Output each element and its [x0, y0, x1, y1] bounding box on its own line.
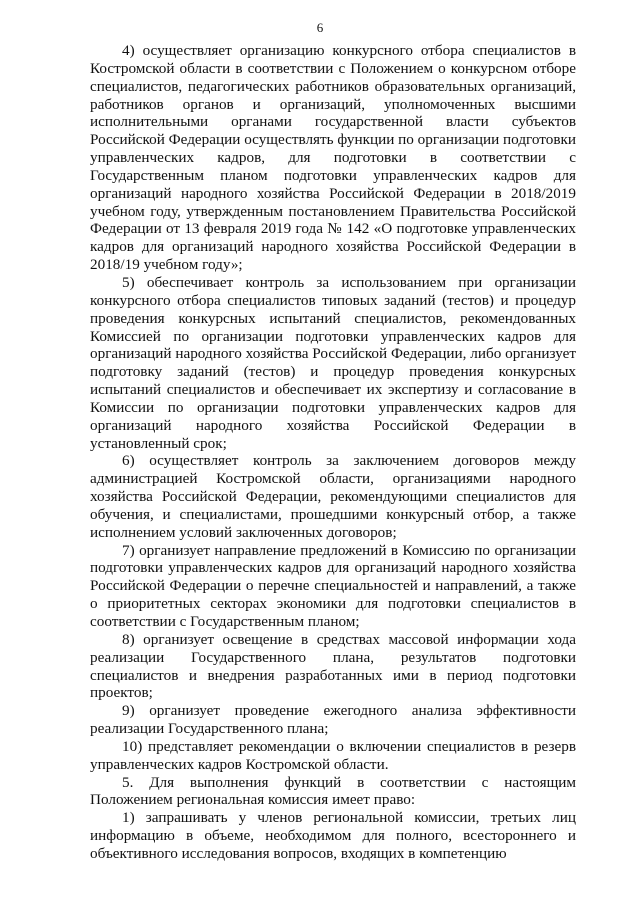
paragraph-right-1: 1) запрашивать у членов региональной комиссии, третьих лиц информацию в объеме, необходимом для полного, всестороннего и объективного исследования вопросов, входящих в компетенцию: [90, 809, 576, 862]
paragraph-item-10: 10) представляет рекомендации о включении специалистов в резерв управленческих кадров Костромской области.: [90, 737, 576, 773]
paragraph-item-6: 6) осуществляет контроль за заключением договоров между администрацией Костромской области, организациями народного хозяйства Российской Федерации, рекомендующими специалистов для обучения, и специалистами, прошедшими конкурсный отбор, а также исполнением условий заключенных договоров;: [90, 452, 576, 541]
paragraph-section-5: 5. Для выполнения функций в соответствии с настоящим Положением региональная комиссия имеет право:: [90, 773, 576, 809]
paragraph-item-5: 5) обеспечивает контроль за использованием при организации конкурсного отбора специалистов типовых заданий (тестов) и процедур проведения конкурсных испытаний специалистов, рекомендованных Комиссией по организации подготовки управленческих кадров для организаций народного хозяйства Российской Федерации, либо организует подготовку заданий (тестов) и процедур проведения конкурсных испытаний специалистов и обеспечивает их экспертизу и согласование в Комиссии по организации подготовки управленческих кадров для организаций народного хозяйства Российской Федерации в установленный срок;: [90, 273, 576, 452]
paragraph-item-4: 4) осуществляет организацию конкурсного отбора специалистов в Костромской области в соответствии с Положением о конкурсном отборе специалистов, педагогических работников образовательных организаций, работников органов и организаций, уполномоченных высшими исполнительными органами государственной власти субъектов Российской Федерации осуществлять функции по организации подготовки управленческих кадров, для подготовки в соответствии с Государственным планом подготовки управленческих кадров для организаций народного хозяйства Российской Федерации в 2018/2019 учебном году, утвержденным постановлением Правительства Российской Федерации от 13 февраля 2019 года № 142 «О подготовке управленческих кадров для организаций народного хозяйства Российской Федерации в 2018/19 учебном году»;: [90, 42, 576, 274]
paragraph-item-8: 8) организует освещение в средствах массовой информации хода реализации Государственного плана, результатов подготовки специалистов и внедрения разработанных ими в период подготовки проектов;: [90, 630, 576, 702]
page-number: 6: [316, 20, 324, 35]
document-body: [90, 42, 576, 863]
paragraph-item-9: 9) организует проведение ежегодного анализа эффективности реализации Государственного плана;: [90, 702, 576, 738]
paragraph-item-7: 7) организует направление предложений в Комиссию по организации подготовки управленческих кадров для организаций народного хозяйства Российской Федерации о перечне специальностей и направлений, а также о приоритетных секторах экономики для подготовки специалистов в соответствии с Государственным планом;: [90, 541, 576, 630]
